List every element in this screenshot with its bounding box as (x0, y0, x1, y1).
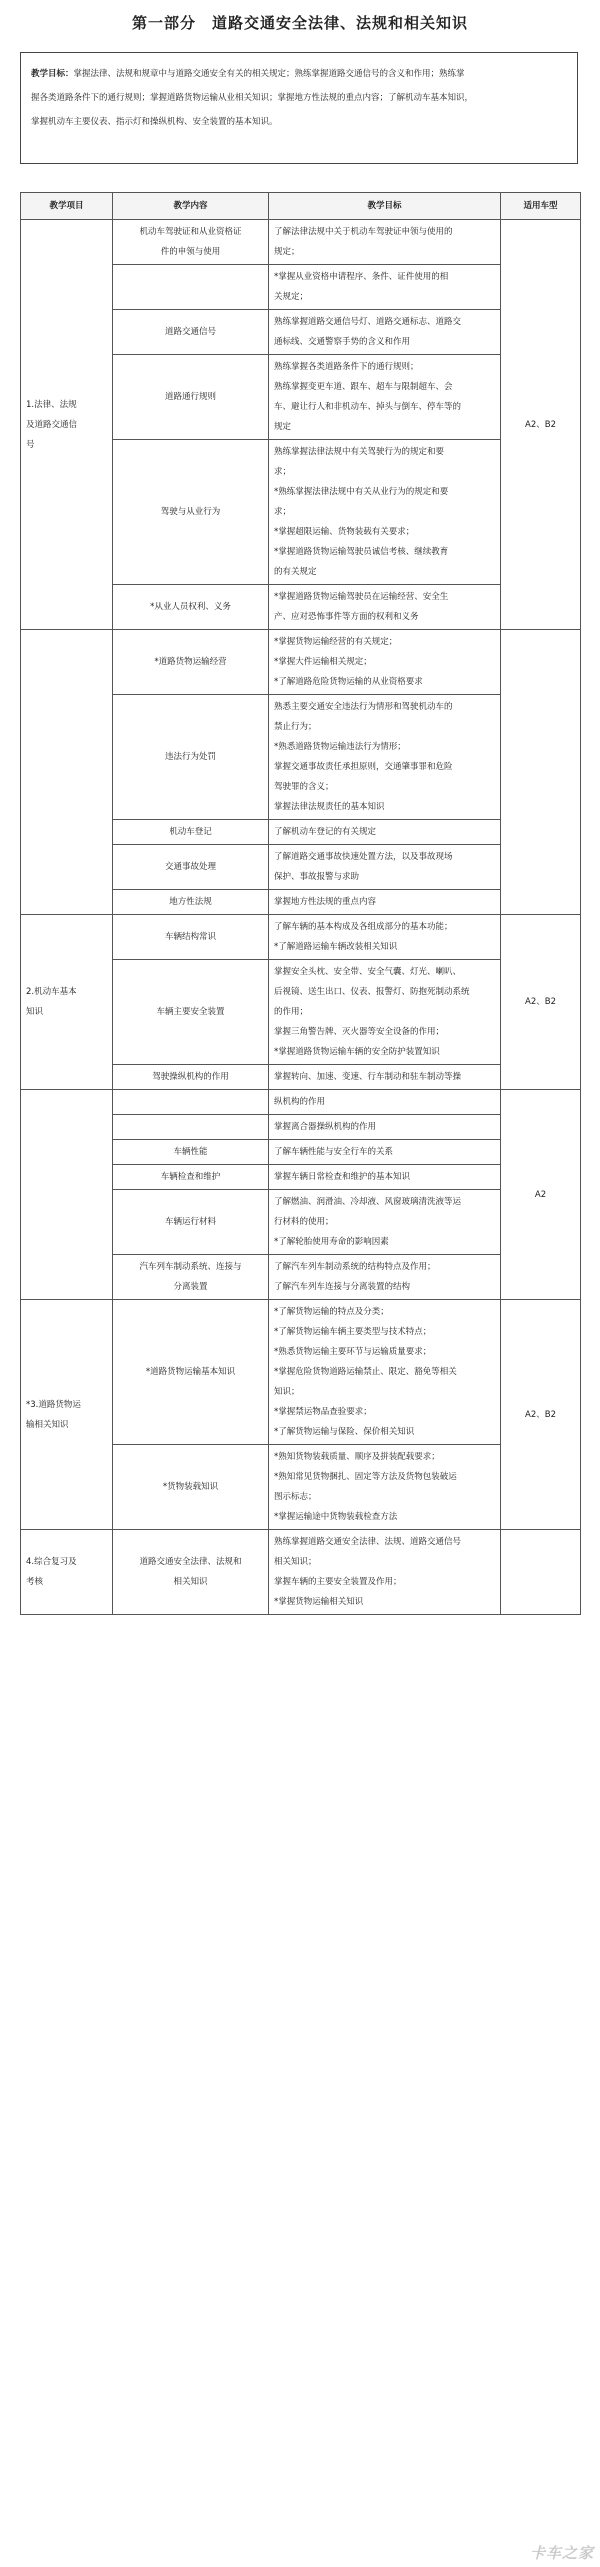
vehicle-type-cell (501, 630, 581, 915)
cell-line: 产、应对恐怖事件等方面的权利和义务 (274, 612, 419, 622)
teaching-content-cell (113, 1140, 269, 1165)
cell-line: 的有关规定 (274, 567, 317, 577)
cell-line: 道路交通信号 (164, 327, 216, 337)
cell-line: 道路交通安全法律、法规和 (139, 1557, 242, 1567)
teaching-content-cell (113, 1530, 269, 1615)
vehicle-type-cell: A2、B2 (501, 1300, 581, 1530)
teaching-goal-cell (269, 1165, 501, 1190)
teaching-goal-cell (269, 820, 501, 845)
teaching-goal-line: 握各类道路条件下的通行规则；掌握道路货物运输从业相关知识；掌握地方性法规的重点内容；了解机动车基本知识， (31, 93, 474, 103)
teaching-goal-cell (269, 890, 501, 915)
cell-line: 相关知识； (274, 1557, 317, 1567)
teaching-content-cell (113, 440, 269, 585)
teaching-content-cell (113, 1445, 269, 1530)
teaching-project-cell (21, 630, 113, 915)
cell-line: 纵机构的作用 (274, 1097, 326, 1107)
cell-line: 掌握法律法规责任的基本知识 (274, 802, 385, 812)
cell-line: *掌握运输途中货物装载检查方法 (274, 1512, 398, 1522)
teaching-content-cell (113, 220, 269, 265)
teaching-goal-cell (269, 1065, 501, 1090)
teaching-goal-cell (269, 1530, 501, 1615)
teaching-goal-cell (269, 1190, 501, 1255)
teaching-content-cell (113, 355, 269, 440)
table-header-row (21, 193, 581, 220)
teaching-goal-cell (269, 585, 501, 630)
cell-line: 了解汽车列车连接与分离装置的结构 (274, 1282, 411, 1292)
cell-line: *掌握道路货物运输驾驶员诚信考核、继续教育 (274, 547, 449, 557)
cell-line: 后视镜、送生出口、仪表、报警灯、防抱死制动系统 (274, 987, 470, 997)
teaching-goal-cell (269, 1090, 501, 1115)
teaching-content-cell (113, 1165, 269, 1190)
watermark: 卡车之家 (529, 2544, 594, 2562)
table-row (21, 915, 581, 960)
cell-line: 相关知识 (173, 1577, 208, 1587)
cell-line: 掌握交通事故责任承担原则，交通肇事罪和危险 (274, 762, 453, 772)
teaching-goal-cell (269, 1140, 501, 1165)
cell-line: 熟练掌握道路交通安全法律、法规、道路交通信号 (274, 1537, 462, 1547)
cell-line: 了解机动车登记的有关规定 (274, 827, 377, 837)
teaching-goal-cell (269, 440, 501, 585)
vehicle-type-cell (501, 1530, 581, 1615)
cell-line: *熟知货物装载质量、顺序及拼装配载要求； (274, 1452, 440, 1462)
cell-line: 熟练掌握变更车道、跟车、超车与限制超车、会 (274, 382, 453, 392)
cell-line: *掌握道路货物运输驾驶员在运输经营、安全生 (274, 592, 449, 602)
page-title: 第一部分 道路交通安全法律、法规和相关知识 (131, 14, 468, 32)
cell-line: *熟练掌握法律法规中有关从业行为的规定和要 (274, 487, 449, 497)
teaching-content-cell (113, 1090, 269, 1115)
cell-line: 分离装置 (173, 1282, 208, 1292)
cell-line: 知识 (26, 1007, 44, 1017)
teaching-content-cell (113, 960, 269, 1065)
cell-line: *货物装载知识 (162, 1482, 219, 1492)
cell-line: *3.道路货物运 (26, 1399, 81, 1410)
teaching-goal-cell (269, 630, 501, 695)
teaching-goal-cell (269, 220, 501, 265)
teaching-goal-line: 掌握机动车主要仪表、指示灯和操纵机构、安全装置的基本知识。 (31, 117, 278, 127)
cell-line: *掌握从业资格申请程序、条件、证件使用的相 (274, 272, 449, 282)
teaching-project-cell (21, 1300, 113, 1530)
cell-line: *掌握禁运物品查验要求； (274, 1407, 372, 1417)
cell-line: *了解道路运输车辆改装相关知识 (274, 942, 398, 952)
cell-line: *掌握危险货物道路运输禁止、限定、豁免等相关 (274, 1367, 457, 1377)
cell-line: 求； (274, 467, 292, 477)
syllabus-table (20, 192, 581, 1615)
teaching-content-cell (113, 845, 269, 890)
vehicle-type-cell: A2、B2 (501, 915, 581, 1090)
cell-line: 了解车辆的基本构成及各组成部分的基本功能； (274, 922, 453, 932)
teaching-content-cell (113, 1115, 269, 1140)
cell-line: 号 (26, 439, 35, 450)
cell-line: 掌握安全头枕、安全带、安全气囊、灯光、喇叭、 (274, 967, 462, 977)
table-row (21, 630, 581, 695)
table-row (21, 1090, 581, 1115)
cell-line: 关规定； (274, 292, 309, 302)
teaching-project-cell (21, 1530, 113, 1615)
cell-line: *了解轮胎使用寿命的影响因素 (274, 1237, 389, 1247)
teaching-goal-cell (269, 845, 501, 890)
teaching-project-cell (21, 915, 113, 1090)
cell-line: 车辆运行材料 (164, 1217, 216, 1227)
column-header: 教学内容 (113, 193, 269, 220)
teaching-content-cell (113, 310, 269, 355)
cell-line: 求； (274, 507, 292, 517)
cell-line: 通标线、交通警察手势的含义和作用 (274, 337, 411, 347)
teaching-goal-cell (269, 1115, 501, 1140)
cell-line: 件的申领与使用 (160, 247, 221, 257)
cell-line: 1.法律、法规 (26, 399, 77, 410)
cell-line: 知识； (274, 1387, 300, 1397)
cell-line: 保护、事故报警与求助 (274, 872, 360, 882)
cell-line: *掌握货物运输经营的有关规定； (274, 637, 398, 647)
vehicle-type-cell: A2、B2 (501, 220, 581, 630)
cell-line: 熟练掌握各类道路条件下的通行规则； (274, 362, 419, 372)
teaching-goal-cell (269, 1445, 501, 1530)
cell-line: *了解货物运输的特点及分类； (274, 1307, 389, 1317)
cell-line: 行材料的使用； (274, 1217, 334, 1227)
cell-line: 了解道路交通事故快速处置方法，以及事故现场 (274, 852, 453, 862)
table-row (21, 220, 581, 265)
cell-line: *从业人员权利、义务 (150, 602, 231, 612)
teaching-goal-line: 掌握法律、法规和规章中与道路交通安全有关的相关规定；熟练掌握道路交通信号的含义和作用；熟练掌 (73, 69, 465, 79)
teaching-content-cell (113, 265, 269, 310)
cell-line: 掌握车辆日常检查和维护的基本知识 (274, 1172, 411, 1182)
vehicle-type-cell: A2 (501, 1090, 581, 1300)
cell-line: 车辆检查和维护 (160, 1172, 221, 1182)
cell-line: 掌握离合器操纵机构的作用 (274, 1122, 377, 1132)
cell-line: *掌握大件运输相关规定； (274, 657, 372, 667)
column-header: 教学目标 (269, 193, 501, 220)
teaching-content-cell (113, 1190, 269, 1255)
teaching-content-cell (113, 1065, 269, 1090)
cell-line: 驾驶罪的含义； (274, 782, 334, 792)
cell-line: 及道路交通信 (26, 419, 78, 430)
cell-line: *道路货物运输基本知识 (145, 1367, 236, 1377)
teaching-goal-cell (269, 695, 501, 820)
cell-line: 了解汽车列车制动系统的结构特点及作用； (274, 1262, 436, 1272)
teaching-content-cell (113, 1300, 269, 1445)
cell-line: 驾驶与从业行为 (160, 507, 221, 517)
cell-line: 2.机动车基本 (26, 987, 77, 997)
teaching-goal-cell (269, 265, 501, 310)
cell-line: 的作用； (274, 1007, 309, 1017)
teaching-goal-cell (269, 310, 501, 355)
cell-line: *熟悉道路货物运输违法行为情形； (274, 742, 406, 752)
cell-line: 车辆结构常识 (164, 932, 216, 942)
table-row (21, 1300, 581, 1445)
cell-line: 车辆性能 (173, 1147, 208, 1157)
cell-line: 地方性法规 (169, 897, 212, 907)
cell-line: 掌握转向、加速、变速、行车制动和驻车制动等操 (274, 1072, 462, 1082)
teaching-content-cell (113, 915, 269, 960)
cell-line: 了解燃油、润滑油、冷却液、风窗玻璃清洗液等运 (274, 1197, 462, 1207)
teaching-content-cell (113, 820, 269, 845)
cell-line: *熟知常见货物捆扎、固定等方法及货物包装破运 (274, 1472, 457, 1482)
cell-line: 机动车驾驶证和从业资格证 (139, 227, 242, 237)
teaching-goal-cell (269, 960, 501, 1065)
cell-line: 汽车列车制动系统、连接与 (139, 1262, 242, 1272)
teaching-goal-cell (269, 1255, 501, 1300)
cell-line: 车、避让行人和非机动车、掉头与倒车、停车等的 (274, 402, 462, 412)
cell-line: 车辆主要安全装置 (156, 1007, 225, 1017)
cell-line: *了解道路危险货物运输的从业资格要求 (274, 677, 423, 687)
cell-line: 了解法律法规中关于机动车驾驶证申领与使用的 (274, 227, 453, 237)
teaching-content-cell (113, 890, 269, 915)
cell-line: 违法行为处罚 (164, 752, 216, 762)
cell-line: *掌握道路货物运输车辆的安全防护装置知识 (274, 1047, 440, 1057)
column-header: 适用车型 (501, 193, 581, 220)
cell-line: 机动车登记 (169, 827, 212, 837)
table-row (21, 1530, 581, 1615)
cell-line: 熟练掌握道路交通信号灯、道路交通标志、道路交 (274, 317, 462, 327)
cell-line: 驾驶操纵机构的作用 (152, 1072, 229, 1082)
cell-line: *了解货物运输与保险、保价相关知识 (274, 1427, 415, 1437)
cell-line: 输相关知识 (26, 1419, 69, 1430)
cell-line: 规定； (274, 247, 300, 257)
cell-line: 考核 (26, 1577, 44, 1587)
teaching-content-cell (113, 630, 269, 695)
cell-line: 道路通行规则 (164, 392, 216, 402)
cell-line: *道路货物运输经营 (154, 657, 227, 667)
cell-line: *了解货物运输车辆主要类型与技术特点； (274, 1327, 432, 1337)
column-header: 教学项目 (21, 193, 113, 220)
teaching-goal-cell (269, 915, 501, 960)
cell-line: *熟悉货物运输主要环节与运输质量要求； (274, 1347, 432, 1357)
teaching-content-cell (113, 695, 269, 820)
cell-line: 熟悉主要交通安全违法行为情形和驾驶机动车的 (274, 702, 453, 712)
cell-line: 掌握地方性法规的重点内容 (274, 897, 377, 907)
teaching-goal-box (20, 52, 578, 164)
teaching-goal-cell (269, 1300, 501, 1445)
cell-line: *掌握超限运输、货物装载有关要求； (274, 527, 415, 537)
cell-line: 掌握车辆的主要安全装置及作用； (274, 1577, 402, 1587)
cell-line: 熟练掌握法律法规中有关驾驶行为的规定和要 (274, 447, 445, 457)
teaching-project-cell (21, 220, 113, 630)
cell-line: *掌握货物运输相关知识 (274, 1597, 364, 1607)
cell-line: 规定 (274, 422, 292, 432)
cell-line: 掌握三角警告牌、灭火器等安全设备的作用； (274, 1027, 445, 1037)
cell-line: 4.综合复习及 (26, 1557, 77, 1567)
teaching-goal-label: 教学目标： (31, 69, 74, 79)
cell-line: 禁止行为； (274, 722, 317, 732)
teaching-goal-cell (269, 355, 501, 440)
cell-line: 图示标志； (274, 1492, 317, 1502)
teaching-content-cell (113, 585, 269, 630)
cell-line: 了解车辆性能与安全行车的关系 (274, 1147, 394, 1157)
teaching-content-cell (113, 1255, 269, 1300)
cell-line: 交通事故处理 (164, 862, 216, 872)
teaching-project-cell (21, 1090, 113, 1300)
